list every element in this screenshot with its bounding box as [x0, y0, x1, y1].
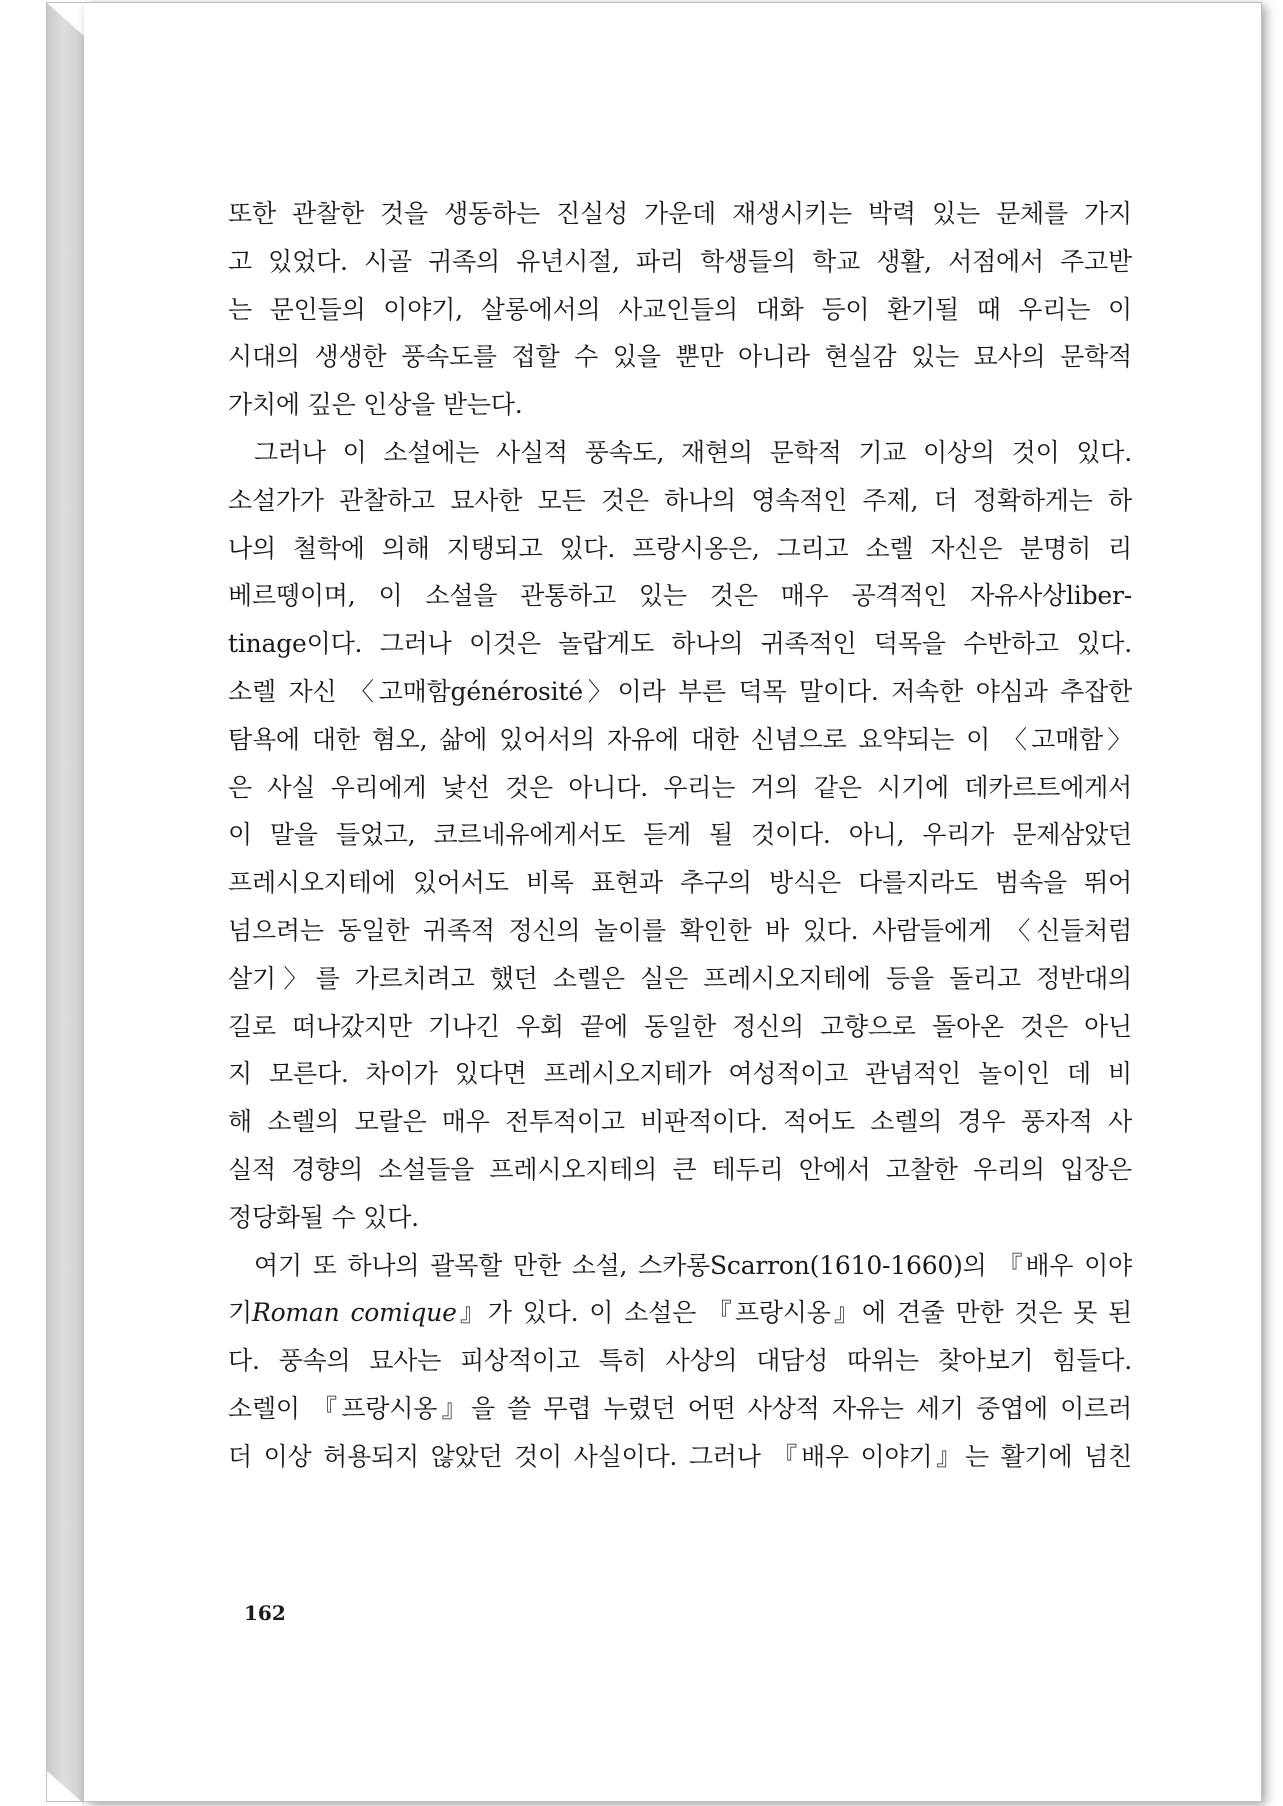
book-spine: [46, 2, 84, 1804]
text-line: 또한 관찰한 것을 생동하는 진실성 가운데 재생시키는 박력 있는 문체를 가지: [228, 199, 1132, 228]
text-line: 살기〉를 가르치려고 했던 소렐은 실은 프레시오지테에 등을 돌리고 정반대의: [228, 963, 1132, 993]
text-line: 소렐 자신 〈고매함générosité〉이라 부른 덕목 말이다. 저속한 야심과 추잡한: [228, 676, 1132, 706]
text-fragment: 기: [228, 1298, 252, 1328]
text-line: 나의 철학에 의해 지탱되고 있다. 프랑시옹은, 그리고 소렐 자신은 분명히 리: [228, 533, 1132, 563]
text-line: 베르뗑이며, 이 소설을 관통하고 있는 것은 매우 공격적인 자유사상liber-: [228, 581, 1132, 611]
text-line: 실적 경향의 소설들을 프레시오지테의 큰 테두리 안에서 고찰한 우리의 입장은: [228, 1154, 1132, 1184]
text-line: 그러나 이 소설에는 사실적 풍속도, 재현의 문학적 기교 이상의 것이 있다.: [254, 437, 1132, 467]
text-line: tinage이다. 그러나 이것은 놀랍게도 하나의 귀족적인 덕목을 수반하고 있다.: [228, 629, 1132, 659]
text-line: 다. 풍속의 묘사는 피상적이고 특히 사상의 대담성 따위는 찾아보기 힘들다.: [228, 1346, 1132, 1376]
text-fragment: 』가 있다. 이 소설은 『프랑시옹』에 견줄 만한 것은 못 된: [456, 1298, 1132, 1328]
text-line: 길로 떠나갔지만 기나긴 우회 끝에 동일한 정신의 고향으로 돌아온 것은 아닌: [228, 1011, 1132, 1041]
text-line: 는 문인들의 이야기, 살롱에서의 사교인들의 대화 등이 환기될 때 우리는 이: [228, 294, 1132, 324]
text-line: 고 있었다. 시골 귀족의 유년시절, 파리 학생들의 학교 생활, 서점에서 주고받: [228, 246, 1132, 276]
text-line-mixed: [228, 1289, 1132, 1337]
paragraph-3: [228, 1242, 1132, 1481]
text-line: 해 소렐의 모랄은 매우 전투적이고 비판적이다. 적어도 소렐의 경우 풍자적 사: [228, 1107, 1132, 1137]
text-line: 탐욕에 대한 혐오, 삶에 있어서의 자유에 대한 신념으로 요약되는 이 〈고매함〉: [228, 724, 1132, 754]
text-line: 시대의 생생한 풍속도를 접할 수 있을 뿐만 아니라 현실감 있는 묘사의 문학적: [228, 342, 1132, 372]
paragraph-2: [228, 429, 1132, 1242]
text-line: 소렐이 『프랑시옹』을 쓸 무렵 누렸던 어떤 사상적 자유는 세기 중엽에 이르러: [228, 1393, 1132, 1423]
text-line: 넘으려는 동일한 귀족적 정신의 놀이를 확인한 바 있다. 사람들에게 〈신들처럼: [228, 915, 1132, 945]
text-line: 소설가가 관찰하고 묘사한 모든 것은 하나의 영속적인 주제, 더 정확하게는 하: [228, 485, 1132, 515]
paragraph-1: [228, 190, 1132, 429]
text-line: 여기 또 하나의 괄목할 만한 소설, 스카롱Scarron(1610-1660)의 『배우 이야: [254, 1250, 1132, 1280]
page-number: 162: [244, 1601, 286, 1625]
text-line: 가치에 깊은 인상을 받는다.: [228, 390, 523, 420]
text-line: 이 말을 들었고, 코르네유에게서도 듣게 될 것이다. 아니, 우리가 문제삼았던: [228, 820, 1132, 850]
text-line: 은 사실 우리에게 낯선 것은 아니다. 우리는 거의 같은 시기에 데카르트에게서: [228, 772, 1132, 802]
text-line: 프레시오지테에 있어서도 비록 표현과 추구의 방식은 다를지라도 범속을 뛰어: [228, 868, 1132, 898]
italic-title: Roman comique: [251, 1298, 457, 1328]
text-line: 더 이상 허용되지 않았던 것이 사실이다. 그러나 『배우 이야기』는 활기에 넘친: [228, 1441, 1132, 1471]
text-line: 정당화될 수 있다.: [228, 1202, 419, 1232]
body-text: [228, 190, 1132, 1481]
text-line: 지 모른다. 차이가 있다면 프레시오지테가 여성적이고 관념적인 놀이인 데 비: [228, 1059, 1132, 1089]
